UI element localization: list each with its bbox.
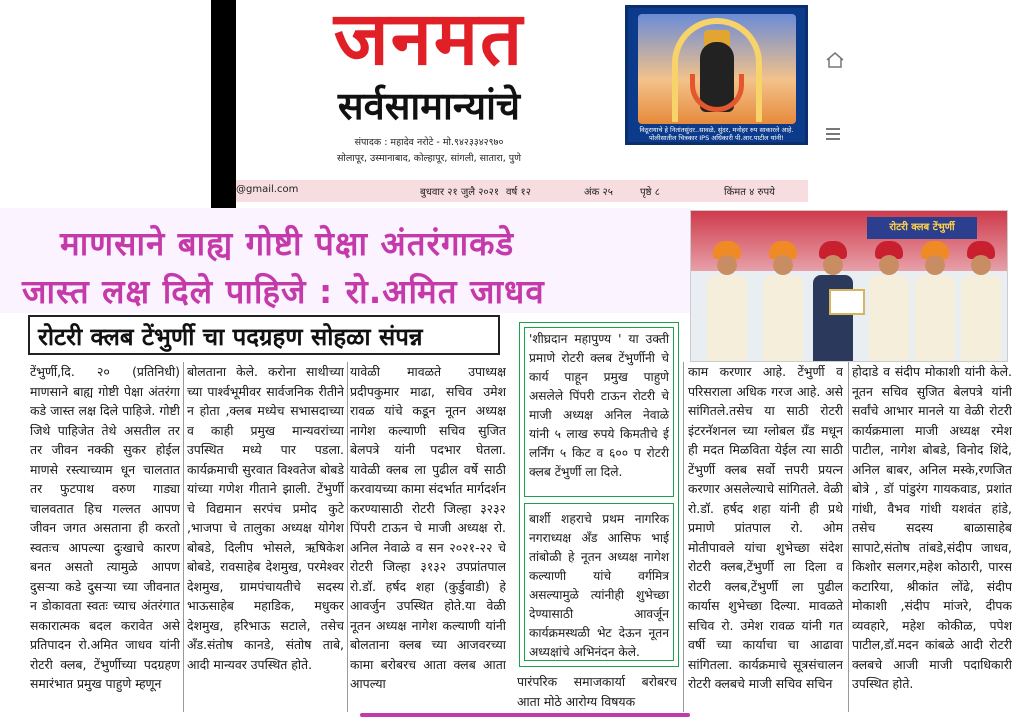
email-text: @gmail.com bbox=[236, 184, 299, 195]
menu-icon[interactable] bbox=[826, 128, 840, 140]
issue-number: अंक २५ bbox=[584, 187, 613, 198]
issue-year: वर्ष १२ bbox=[506, 187, 531, 198]
article-column-3: यावेळी मावळते उपाध्यक्ष प्रदीपकुमार माढा, सचिव उमेश रावळ यांचे कडून नूतन अध्यक्ष नागेश कल्याणी सचिव सुजित बेलपत्रे यांनी पदभार घेतला. यावेळी क्लब ला पुढील वर्षे साठी करवायच्या कामा संदर्भात मार्गदर्शन करण्यासाठी रोटरी जिल्हा ३२३२ पिंपरी टाऊन चे माजी अध्यक्ष रो. अनिल नेवाळे व सन २०२१-२२ चे रोटरी जिल्हा ३१३२ उपप्रांतपाल रो.डॉ. हर्षद शहा (कुर्डुवाडी) हे आवर्जुन उपस्थित होते.या वेळी नूतन अध्यक्ष नागेश कल्याणी यांनी बोलताना क्लब च्या आजवरच्या कामा बरोबरच आता क्लब आता आपल्या bbox=[350, 364, 506, 691]
newspaper-tagline: सर्वसामान्यांचे bbox=[337, 84, 521, 128]
column-divider bbox=[183, 362, 184, 712]
vitthal-ad-box bbox=[625, 5, 808, 145]
ad-caption: विठूरायाचे हे नितांतसुंदर..सावळे, सुंदर, मनोहर रुप साकारले आहे. पोलीसातील चित्रकार IPS अधिकारी पी.आर.पाटील यांनी! bbox=[639, 126, 794, 142]
headline-line-1: माणसाने बाह्य गोष्टी पेक्षा अंतरंगाकडे bbox=[60, 224, 515, 263]
column-divider bbox=[347, 362, 348, 712]
article-column-5: काम करणार आहे. टेंभुर्णी व परिसराला अधिक गरज आहे. असे सांगितले.तसेच या साठी रोटरी इंटरनॅशनल च्या ग्लोबल ग्रँड मधून ही मदत मिळविता येईल त्या साठी टेंभुर्णी क्लब सर्वो त्तपरी प्रयत्न करणार असलेल्याचे सांगितले. वेळी रो.डॉ. हर्षद शहा यांनी ही प्रथे प्रमाणे प्रांतपाल रो. ओम मोतीपावले यांचा शुभेच्छा संदेश रोटरी क्लब,टेंभुर्णी ला दिला व रोटरी क्लब,टेंभुर्णी ला पुढील कार्यास शुभेच्छा दिल्या. मावळते सचिव रो. उमेश रावळ यांनी गत वर्षी च्या कार्याचा चा आढावा सांगितला. कार्यक्रमाचे सूत्रसंचालन रोटरी क्लबचे माजी सचिव सचिन bbox=[688, 364, 843, 691]
column-divider bbox=[683, 362, 684, 712]
dateline-bar bbox=[236, 180, 808, 202]
left-black-bar bbox=[0, 0, 236, 210]
vitthal-painting-image bbox=[638, 14, 796, 124]
masthead bbox=[236, 0, 622, 180]
cities-line: सोलापूर, उस्मानाबाद, कोल्हापूर, सांगली, सातारा, पुणे bbox=[336, 153, 522, 164]
bottom-decorative-rule bbox=[360, 713, 690, 717]
newspaper-logo: जनमत bbox=[333, 0, 525, 82]
article-column-2: बोलताना केले. करोना साथीच्या च्या पार्श्वभूमीवर सार्वजनिक रीतीने न होता ,क्लब मध्येच सभासदाच्या व काही प्रमुख मान्यवरांच्या उपस्थित मध्ये पार पडला. कार्यक्रमाची सुरवात विश्वतेज बोबडे यांच्या गणेश गीताने झाली. टेंभुर्णी चे विद्यमान सरपंच प्रमोद कुटे ,भाजपा चे तालुका अध्यक्ष योगेश बोबडे, दिलीप भोसले, ऋषिकेश बोबडे, रावसाहेब देशमुख, परमेश्वर देशमुख, ग्रामपंचायतीचे सदस्य भाऊसाहेब महाडिक, मधुकर देशमुख, हरिभाऊ सटाले, तसेच अँड.संतोष कानडे, संतोष ताबे, आदी मान्यवर उपस्थित होते. bbox=[187, 364, 344, 672]
headline-line-2: जास्त लक्ष दिले पाहिजे : रो.अमित जाधव bbox=[22, 272, 545, 311]
issue-price: किंमत ४ रुपये bbox=[724, 187, 775, 198]
article-subheadline bbox=[28, 315, 500, 355]
certificate-image bbox=[829, 289, 865, 315]
page-count: पृष्ठे ८ bbox=[640, 187, 660, 198]
article-column-4-bottom: पारंपरिक समाजकार्या बरोबरच आता मोठे आरोग्य विषयक bbox=[517, 674, 677, 709]
editor-line: संपादक : महादेव नरोटे - मो.९४२३३४२९७० bbox=[354, 137, 504, 148]
boxed-items bbox=[519, 322, 679, 667]
article-column-1: टेंभुर्णी,दि. २० (प्रतिनिधी) माणसाने बाह्य गोष्टी पेक्षा अंतरंगा कडे जास्त लक्ष दिले पाहिजे. गोष्टी जिथे पाहिजेत तेथे असतील तर तर जीवन नक्की सुकर होईल माणसे रस्त्याच्याम धून चालतात तर फुटपाथ वरुण गाड्या चालवतात हिच गल्लत आपण जीवन जगत असताना ही करतो स्वतःच आपल्या दुःखाचे कारण बनत असतो त्यामुळे आपण दुसऱ्या कडे दुसऱ्या च्या जीवनात न डोकावता स्वतः च्याच अंतरंगात सकारात्मक बदल करावेत असे प्रतिपादन रो.अमित जाधव यांनी रोटरी क्लब, टेंभुर्णीच्या पदग्रहण समारंभात प्रमुख पाहुणे म्हणून bbox=[30, 364, 180, 691]
column-divider bbox=[848, 362, 849, 712]
box-donation: 'शीघ्रदान महापुण्य ' या उक्ती प्रमाणे रोटरी क्लब टेंभुर्णीनी चे कार्य पाहून प्रमुख पाहुणे असलेले पिंपरी टाऊन रोटरी चे माजी अध्यक्ष अनिल नेवाळे यांनी ५ लाख रुपये किमतीचे ई लर्निंग ५ किट व ६०० प रोटरी क्लब टेंभुर्णी ला दिले. bbox=[524, 327, 674, 497]
article-column-6: होदाडे व संदीप मोकाशी यांनी केले. नूतन सचिव सुजित बेलपत्रे यांनी सर्वांचे आभार मानले या वेळी रोटरी कार्यक्रमाला माजी अध्यक्ष रमेश पाटील, नागेश बोबडे, विनोद शिंदे, अनिल बाबर, अनिल मस्के,रणजित बोत्रे , डॉ पांडुरंग गायकवाड, प्रशांत गांधी, वैभव गांधी यशवंत हांडे, तसेच सदस्य बाळासाहेब सापाटे,संतोष तांबडे,संदीप जाधव, किशोर सलगर,महेश कोठारी, पारस कटारिया, श्रीकांत लोंढे, संदीप मोकाशी ,संदीप मांजरे, दीपक व्यवहारे, महेश कोकीळ, पपेश पाटील,डॉ.मदन कांबळे आदी रोटरी क्लबचे आजी माजी पदाधिकारी उपस्थित होते. bbox=[852, 364, 1012, 691]
photo-banner: रोटरी क्लब टेंभुर्णी bbox=[867, 217, 977, 239]
event-photo bbox=[690, 210, 1008, 362]
subheadline-text: रोटरी क्लब टेंभुर्णी चा पदग्रहण सोहळा संपन्न bbox=[38, 323, 423, 351]
issue-date: बुधवार २१ जुलै २०२१ bbox=[420, 187, 500, 198]
side-toolbar bbox=[812, 0, 1024, 205]
box-barshi-visit: बार्शी शहराचे प्रथम नागरिक नगराध्यक्ष अँड आसिफ भाई तांबोळी हे नूतन अध्यक्ष नागेश कल्याणी यांचे वर्गमित्र असल्यामुळे त्यांनीही शुभेच्छा देण्यासाठी आवर्जून कार्यक्रमस्थळी भेट देऊन नूतन अध्यक्षांचे अभिनंदन केले. bbox=[524, 503, 674, 661]
article-headline bbox=[0, 208, 690, 313]
home-icon[interactable] bbox=[826, 52, 844, 68]
